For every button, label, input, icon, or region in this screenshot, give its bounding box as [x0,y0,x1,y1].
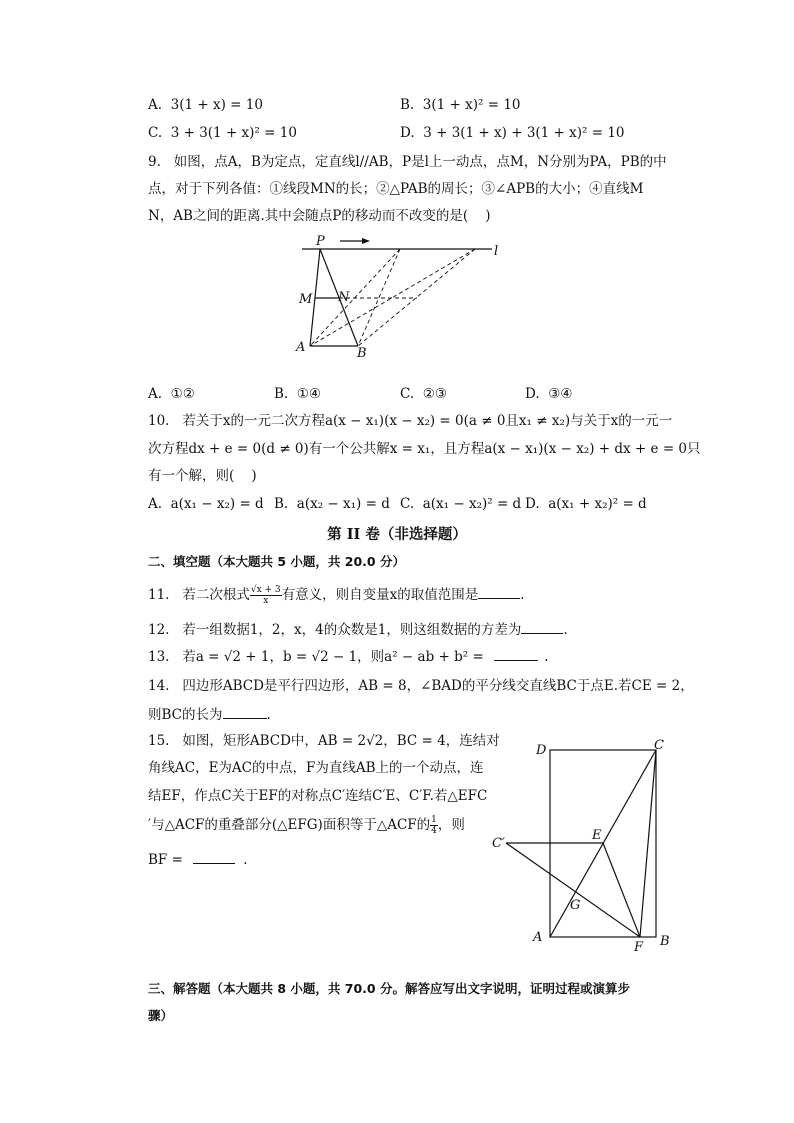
q15-line-1: 15. 如图，矩形ABCD中，AB = 2√2，BC = 4，连结对 [148,733,500,749]
q15-line-4: ′与△ACF的重叠部分(△EFG)面积等于△ACF的 $\frac{1}{4}$ ，则 [148,815,465,836]
q13-answer-blank[interactable] [494,646,538,661]
q10-option-c: C. a(x₁ − x₂)² = d [400,496,522,512]
label-b: B [357,346,367,361]
part2-title: 第 II 卷（非选择题） [327,526,467,543]
q10-line-2: 次方程dx + e = 0(d ≠ 0)有一个公共解x = x₁，且方程a(x − x₁)(x − x₂) + dx + e = 0只 [148,441,701,457]
segment-cf [640,750,656,937]
q10-line-3: 有一个解，则( ) [148,468,257,484]
q8-option-a: A. 3(1 + x) = 10 [148,97,263,113]
dashed-pb-2 [358,249,400,346]
label-cprime: C′ [492,836,505,851]
label-d: D [536,743,547,758]
q14-answer-blank[interactable] [223,704,267,719]
q9-option-c: C. ②③ [400,386,447,402]
q9-option-b: B. ①④ [274,386,321,402]
q8-option-c: C. 3 + 3(1 + x)² = 10 [148,125,297,141]
q12-answer-blank[interactable] [521,619,563,634]
q10-line-1: 10. 若关于x的一元二次方程a(x − x₁)(x − x₂) = 0(a ≠ 0且x₁ ≠ x₂)与关于x的一元一 [148,413,673,429]
q15-figure [488,732,688,957]
q11: 11. 若二次根式 $\frac{√x + 3}{x}$ 有意义，则自变量x的取值范围是 . [148,585,525,606]
q11-answer-blank[interactable] [478,584,520,599]
label-e: E [592,828,602,843]
label-c: C [654,738,664,753]
label-a: A [296,340,306,355]
q10-option-d: D. a(x₁ + x₂)² = d [525,496,647,512]
label-f: F [634,940,644,955]
q9-figure [290,228,520,363]
section3-heading-line-1: 三、解答题（本大题共 8 小题，共 70.0 分。解答应写出文字说明，证明过程或演算步 [148,981,630,996]
q13: 13. 若a = √2 + 1，b = √2 − 1，则a² − ab + b² = . [148,646,548,667]
label-g: G [570,898,581,913]
arrowhead-icon [362,238,370,244]
q9-option-d: D. ③④ [525,386,573,402]
label-l: l [494,244,499,259]
q15-line-2: 角线AC，E为AC的中点，F为直线AB上的一个动点，连 [148,760,484,776]
q8-option-d: D. 3 + 3(1 + x) + 3(1 + x)² = 10 [400,125,625,141]
q15-line-3: 结EF，作点C关于EF的对称点C′连结C′E、C′F.若△EFC [148,788,488,804]
q10-option-a: A. a(x₁ − x₂) = d [148,496,264,512]
q14-line-1: 14. 四边形ABCD是平行四边形，AB = 8，∠BAD的平分线交直线BC于点E.若CE = 2， [148,678,694,694]
q9-option-a: A. ①② [148,386,195,402]
q15-line-5: BF = . [148,849,247,870]
dashed-pb-3 [358,249,475,346]
label-p: P [316,234,325,249]
q12: 12. 若一组数据1，2，x，4的众数是1，则这组数据的方差为 . [148,619,568,640]
q11-fraction: $\frac{√x + 3}{x}$ [250,585,281,606]
label-b2: B [660,934,670,949]
segment-ef [603,843,640,937]
q9-line-3: N，AB之间的距离.其中会随点P的移动而不改变的是( ) [148,208,491,224]
label-m: M [299,292,313,307]
q15-answer-blank[interactable] [193,849,235,864]
q10-option-b: B. a(x₂ − x₁) = d [274,496,390,512]
label-n: N [338,290,350,305]
q9-line-2: 点，对于下列各值：①线段MN的长；②△PAB的周长；③∠APB的大小；④直线M [148,181,644,197]
q15-fraction: $\frac{1}{4}$ [431,815,437,836]
q8-option-b: B. 3(1 + x)² = 10 [400,97,521,113]
section2-heading: 二、填空题（本大题共 5 小题，共 20.0 分） [148,554,405,569]
label-a2: A [533,930,543,945]
q14-line-2: 则BC的长为 . [148,704,271,725]
section3-heading-line-2: 骤） [148,1008,174,1023]
q9-line-1: 9. 如图，点A，B为定点，定直线l//AB，P是l上一动点，点M，N分别为PA，PB的中 [148,154,667,170]
segment-cpf [506,843,640,937]
